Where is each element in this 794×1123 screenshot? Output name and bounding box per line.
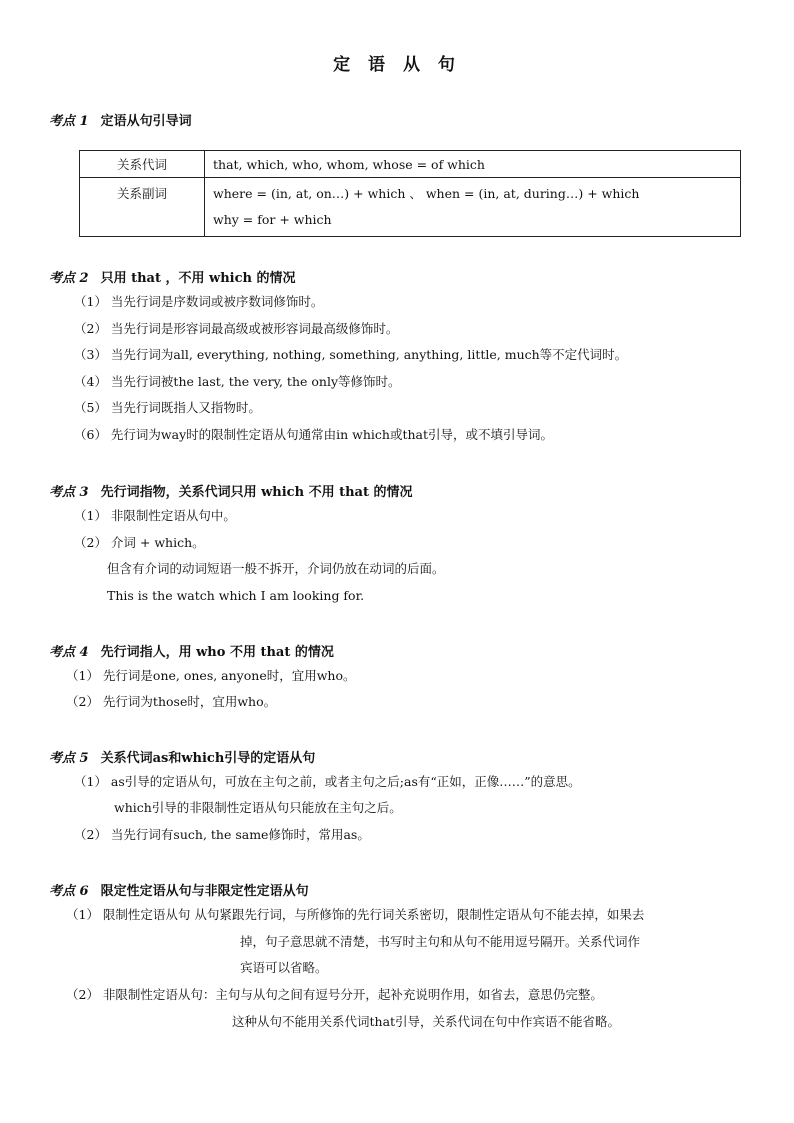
list-item: （1） 限制性定语从句 从句紧跟先行词，与所修饰的先行词关系密切，限制性定语从句不能去掉，如果去 bbox=[66, 907, 645, 922]
continuation-line: 宾语可以省略。 bbox=[240, 960, 328, 975]
section-title: 关系代词as和which引导的定语从句 bbox=[100, 751, 316, 766]
section-number: 考点 3 bbox=[49, 485, 89, 500]
section-title: 定语从句引导词 bbox=[100, 114, 192, 129]
list-item: （4） 当先行词被the last, the very, the only等修饰时。 bbox=[74, 374, 401, 389]
list-item: （1） as引导的定语从句，可放在主句之前，或者主句之后;as有“正如，正像……”的意思。 bbox=[74, 774, 581, 789]
list-item: （2） 先行词为those时，宜用who。 bbox=[66, 694, 277, 709]
table-key-cell: 关系代词 bbox=[80, 151, 205, 178]
section-number: 考点 6 bbox=[49, 884, 89, 899]
list-item: （1） 非限制性定语从句中。 bbox=[74, 508, 236, 523]
section-number: 考点 2 bbox=[49, 271, 89, 286]
list-item: （2） 介词 + which。 bbox=[74, 535, 205, 550]
section-title: 先行词指物，关系代词只用 which 不用 that 的情况 bbox=[100, 485, 413, 500]
section-heading-6 bbox=[49, 880, 309, 899]
section-heading-3 bbox=[49, 481, 413, 500]
section-title: 限定性定语从句与非限定性定语从句 bbox=[100, 884, 309, 899]
table-value-line: where = (in, at, on…) + which 、 when = (in, at, during…) + which bbox=[213, 186, 640, 201]
section-title: 只用 that ，不用 which 的情况 bbox=[100, 271, 296, 286]
list-item: （3） 当先行词为all, everything, nothing, something, anything, little, much等不定代词时。 bbox=[74, 347, 628, 362]
list-item: （5） 当先行词既指人又指物时。 bbox=[74, 400, 261, 415]
table-value-cell: that, which, who, whom, whose = of which bbox=[205, 151, 741, 178]
section-heading-2 bbox=[49, 267, 296, 286]
continuation-line: 掉，句子意思就不清楚，书写时主句和从句不能用逗号隔开。关系代词作 bbox=[240, 934, 641, 949]
table-row bbox=[80, 178, 741, 237]
page-title: 定 语 从 句 bbox=[333, 55, 461, 75]
section-heading-1 bbox=[49, 110, 192, 129]
list-item: （2） 当先行词是形容词最高级或被形容词最高级修饰时。 bbox=[74, 321, 399, 336]
list-item: （2） 非限制性定语从句：主句与从句之间有逗号分开，起补充说明作用，如省去，意思仍完整。 bbox=[66, 987, 603, 1002]
continuation-line: 这种从句不能用关系代词that引导，关系代词在句中作宾语不能省略。 bbox=[232, 1014, 621, 1029]
list-item: （1） 先行词是one, ones, anyone时，宜用who。 bbox=[66, 668, 356, 683]
table-value-line: why = for + which bbox=[213, 212, 332, 227]
list-item: （6） 先行词为way时的限制性定语从句通常由in which或that引导，或不填引导词。 bbox=[74, 427, 554, 442]
relative-words-table bbox=[79, 150, 741, 237]
section-number: 考点 1 bbox=[49, 114, 89, 129]
table-value-cell bbox=[205, 178, 741, 237]
section-title: 先行词指人，用 who 不用 that 的情况 bbox=[100, 645, 334, 660]
section-heading-5 bbox=[49, 747, 315, 766]
note-line: which引导的非限制性定语从句只能放在主句之后。 bbox=[114, 800, 402, 815]
example-sentence: This is the watch which I am looking for. bbox=[107, 588, 365, 603]
list-item: （1） 当先行词是序数词或被序数词修饰时。 bbox=[74, 294, 324, 309]
note-line: 但含有介词的动词短语一般不拆开，介词仍放在动词的后面。 bbox=[107, 561, 445, 576]
table-row bbox=[80, 151, 741, 178]
section-heading-4 bbox=[49, 641, 334, 660]
table-key-cell: 关系副词 bbox=[80, 178, 205, 237]
list-item: （2） 当先行词有such, the same修饰时，常用as。 bbox=[74, 827, 370, 842]
section-number: 考点 4 bbox=[49, 645, 89, 660]
section-number: 考点 5 bbox=[49, 751, 89, 766]
